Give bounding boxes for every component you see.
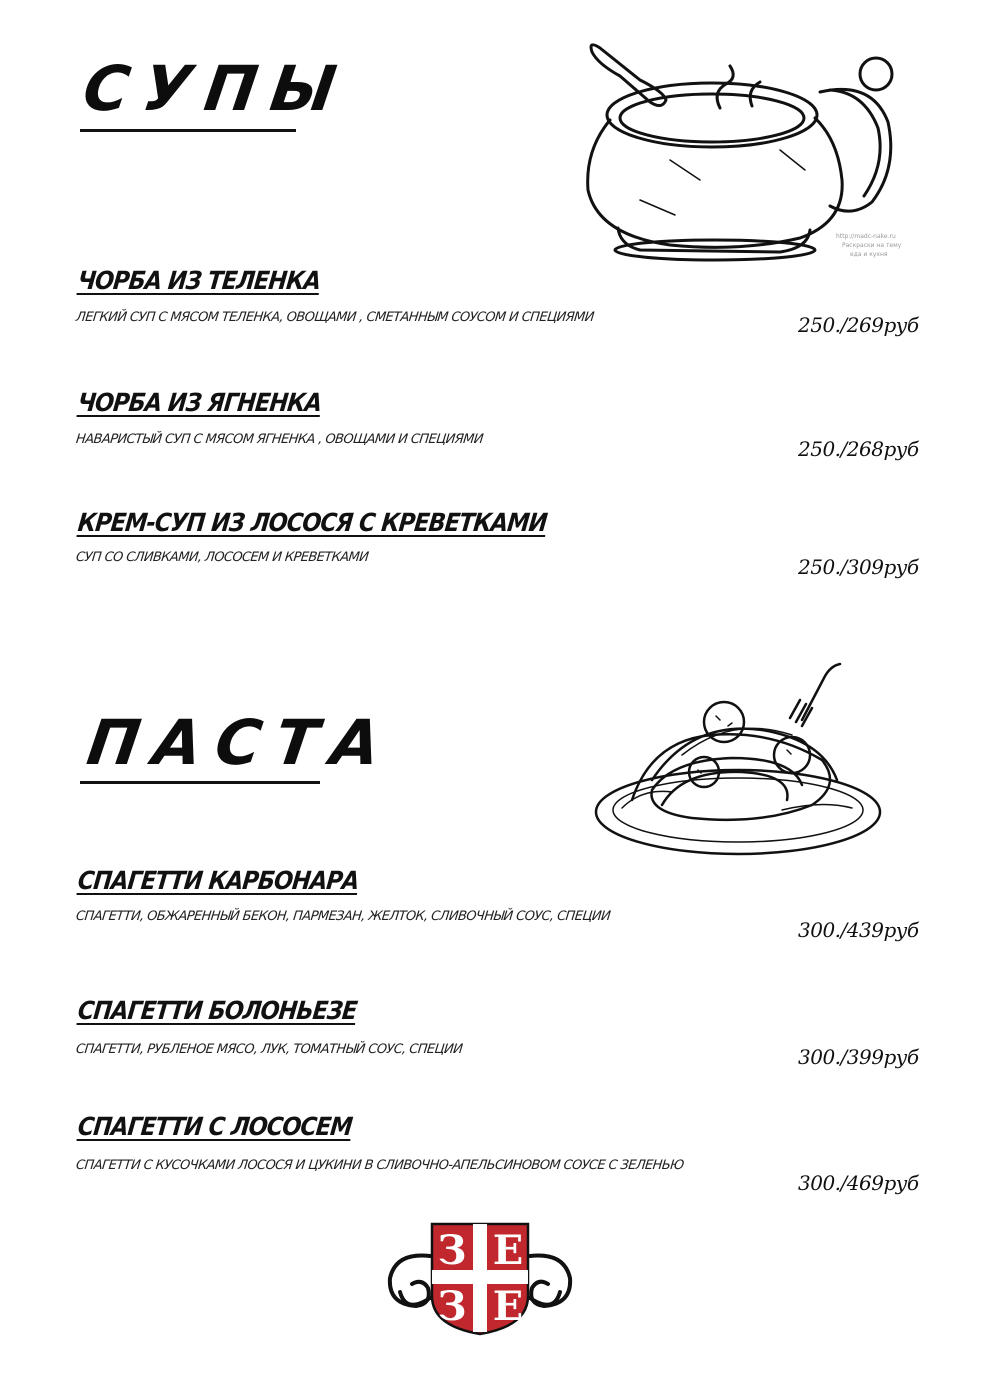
menu-item-name: СПАГЕТТИ С ЛОСОСЕМ — [76, 1112, 354, 1141]
menu-item-description: НАВАРИСТЫЙ СУП С МЯСОМ ЯГНЕНКА , ОВОЩАМИ И СПЕЦИЯМИ — [75, 432, 484, 447]
menu-item-name: СПАГЕТТИ КАРБОНАРА — [76, 866, 360, 895]
logo-letter: З — [437, 1283, 467, 1330]
menu-item-name: ЧОРБА ИЗ ЯГНЕНКА — [76, 388, 323, 417]
logo-letter: Е — [492, 1283, 524, 1330]
menu-item-description: СПАГЕТТИ, РУБЛЕНОЕ МЯСО, ЛУК, ТОМАТНЫЙ СОУС, СПЕЦИИ — [75, 1042, 464, 1057]
section-title-soups: СУПЫ — [78, 52, 355, 125]
menu-item-price: 250./268руб — [798, 437, 919, 461]
logo-letter: З — [437, 1227, 467, 1274]
logo-letter: Е — [492, 1227, 524, 1274]
watermark-line-1: http://madc-nake.ru — [836, 233, 896, 240]
menu-item-description: СУП СО СЛИВКАМИ, ЛОСОСЕМ И КРЕВЕТКАМИ — [75, 550, 370, 565]
menu-item-price: 300./439руб — [798, 918, 919, 942]
menu-item-price: 250./269руб — [798, 313, 919, 337]
menu-item-name: ЧОРБА ИЗ ТЕЛЕНКА — [76, 266, 322, 295]
menu-item-price: 250./309руб — [798, 555, 919, 579]
menu-item-name: СПАГЕТТИ БОЛОНЬЕЗЕ — [76, 996, 359, 1025]
section-title-pasta: ПАСТА — [82, 706, 399, 779]
serbian-cross-logo — [382, 1218, 578, 1336]
watermark-line-3: еда и кухня — [850, 251, 888, 258]
menu-item-description: ЛЕГКИЙ СУП С МЯСОМ ТЕЛЕНКА, ОВОЩАМИ , СМЕТАННЫМ СОУСОМ И СПЕЦИЯМИ — [75, 310, 595, 325]
menu-item-price: 300./469руб — [798, 1171, 919, 1195]
section-title-underline — [80, 781, 320, 784]
watermark-line-2: Раскраски на тему — [842, 242, 902, 249]
spaghetti-illustration — [592, 660, 884, 865]
menu-item-description: СПАГЕТТИ, ОБЖАРЕННЫЙ БЕКОН, ПАРМЕЗАН, ЖЕЛТОК, СЛИВОЧНЫЙ СОУС, СПЕЦИИ — [75, 909, 611, 924]
menu-item-price: 300./399руб — [798, 1045, 919, 1069]
menu-item-name: КРЕМ-СУП ИЗ ЛОСОСЯ С КРЕВЕТКАМИ — [76, 508, 549, 537]
menu-item-description: СПАГЕТТИ С КУСОЧКАМИ ЛОСОСЯ И ЦУКИНИ В СЛИВОЧНО-АПЕЛЬСИНОВОМ СОУСЕ С ЗЕЛЕНЬЮ — [75, 1158, 685, 1173]
soup-pot-illustration — [580, 30, 910, 265]
section-title-underline — [80, 129, 296, 132]
